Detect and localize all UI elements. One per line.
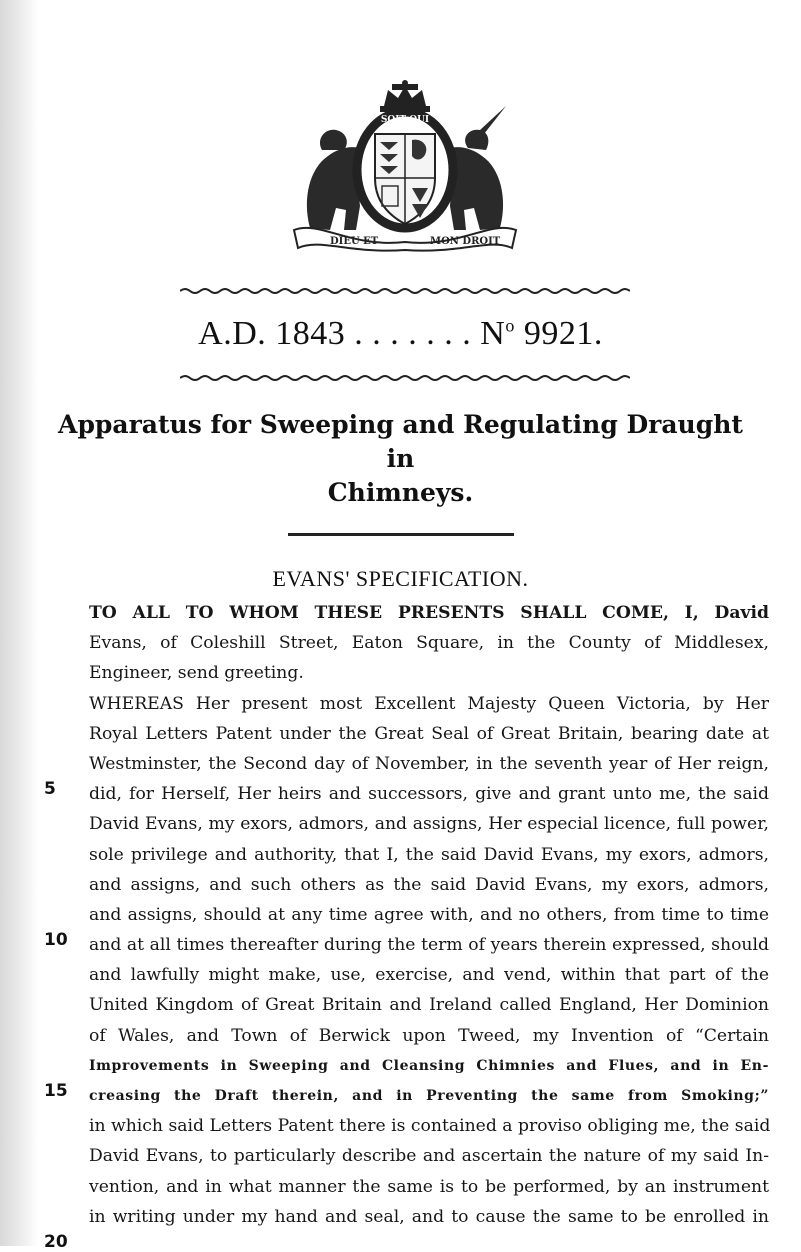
body-line: David Evans, my exors, admors, and assigns, Her especial licence, full power, — [89, 814, 769, 835]
wavy-rule-bottom — [180, 373, 630, 383]
body-line: Westminster, the Second day of November, in the seventh year of Her reign, — [89, 753, 769, 774]
patent-title — [40, 408, 761, 510]
body-line: did, for Herself, Her heirs and successors, give and grant unto me, the said — [89, 784, 769, 805]
line-number-15: 15 — [44, 1081, 68, 1101]
page-edge-shadow — [0, 0, 38, 1246]
title-line-2: Chimneys. — [327, 478, 474, 507]
body-line: in writing under my hand and seal, and to cause the same to be enrolled in — [89, 1206, 769, 1227]
body-line: Evans, of Coleshill Street, Eaton Square, in the County of Middlesex, — [89, 633, 769, 654]
body-line: Improvements in Sweeping and Cleansing Chimnies and Flues, and in En- — [89, 1057, 769, 1074]
body-line: creasing the Draft therein, and in Preventing the same from Smoking;” — [89, 1088, 769, 1104]
body-line: and assigns, should at any time agree with, and no others, from time to time — [89, 904, 769, 925]
body-line: sole privilege and authority, that I, the said David Evans, my exors, admors, — [89, 844, 769, 865]
patent-number-line — [0, 315, 801, 353]
body-line: and assigns, and such others as the said David Evans, my exors, admors, — [89, 874, 769, 895]
body-line: David Evans, to particularly describe and ascertain the nature of my said In- — [89, 1146, 769, 1167]
body-line: vention, and in what manner the same is to be performed, by an instrument — [89, 1176, 769, 1197]
line-number-20: 20 — [44, 1232, 68, 1252]
title-divider — [288, 533, 514, 536]
body-line: Royal Letters Patent under the Great Seal of Great Britain, bearing date at — [89, 723, 769, 744]
body-line: Engineer, send greeting. — [89, 663, 304, 684]
title-line-1: Apparatus for Sweeping and Regulating Draught in — [58, 410, 743, 473]
garter-motto: SOIT QUI — [380, 115, 430, 125]
wavy-rule-top — [180, 286, 630, 296]
royal-coat-of-arms — [280, 78, 530, 253]
degree-mark: o — [505, 315, 515, 336]
body-line: and at all times thereafter during the term of years therein expressed, should — [89, 935, 769, 956]
line-number-10: 10 — [44, 930, 68, 950]
body-line: TO ALL TO WHOM THESE PRESENTS SHALL COME, I, David — [89, 603, 769, 623]
motto-left: DIEU ET — [330, 236, 379, 247]
specification-heading: EVANS' SPECIFICATION. — [272, 566, 529, 591]
body-line: in which said Letters Patent there is contained a proviso obliging me, the said — [89, 1116, 771, 1137]
patent-number: 9921. — [514, 315, 603, 352]
body-line: WHEREAS Her present most Excellent Majesty Queen Victoria, by Her — [89, 693, 769, 714]
specification-body — [89, 598, 769, 1232]
motto-right: MON DROIT — [430, 236, 501, 247]
body-line: and lawfully might make, use, exercise, and vend, within that part of the — [89, 965, 769, 986]
year-label: A.D. 1843 . . . . . . . N — [198, 315, 506, 352]
body-line: of Wales, and Town of Berwick upon Tweed, my Invention of “Certain — [89, 1025, 769, 1046]
body-line: United Kingdom of Great Britain and Ireland called England, Her Dominion — [89, 995, 769, 1016]
line-number-5: 5 — [44, 779, 56, 799]
